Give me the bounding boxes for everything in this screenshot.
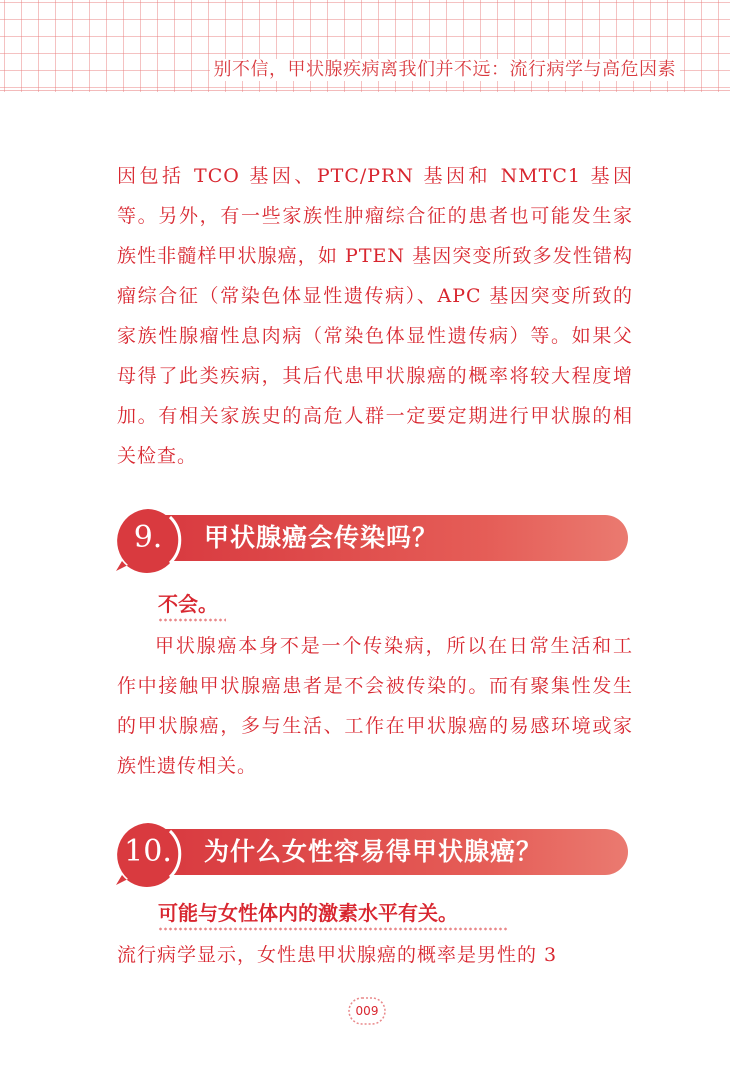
body-paragraph-family-history: 因包括 TCO 基因、PTC/PRN 基因和 NMTC1 基因等。另外，有一些家族性肿瘤综合征的患者也可能发生家族性非髓样甲状腺癌，如 PTEN 基因突变所致多发性错构瘤综合征（常染色体显性遗传病）、APC 基因突变所致的家族性腺瘤性息肉病（常染色体显性遗传病）等。如果父母得了此类疾病，其后代患甲状腺癌的概率将较大程度增加。有相关家族史的高危人群一定要定期进行甲状腺的相关检查。 [117, 165, 633, 467]
answer-heading: 可能与女性体内的激素水平有关。 [158, 901, 458, 925]
page-number-badge [347, 996, 387, 1026]
body-paragraph-contagion: 甲状腺癌本身不是一个传染病，所以在日常生活和工作中接触甲状腺癌患者是不会被传染的。而有聚集性发生的甲状腺癌，多与生活、工作在甲状腺癌的易感环境或家族性遗传相关。 [117, 635, 633, 777]
answer-dotted-underline [158, 618, 226, 622]
answer-heading: 不会。 [158, 592, 218, 616]
question-banner-10 [112, 829, 628, 877]
page-number: 009 [355, 1004, 379, 1018]
question-number-badge [112, 819, 184, 889]
answer-dotted-underline [158, 927, 508, 931]
header-divider [0, 90, 730, 91]
question-banner-9 [112, 515, 628, 563]
question-title: 甲状腺癌会传染吗？ [204, 523, 439, 552]
question-number-badge [112, 505, 184, 575]
running-header-title: 别不信，甲状腺疾病离我们并不远：流行病学与高危因素 [210, 59, 681, 81]
question-number: 9. [133, 520, 163, 555]
question-number: 10. [124, 834, 172, 869]
body-paragraph-female-risk: 流行病学显示，女性患甲状腺癌的概率是男性的 3 [117, 944, 558, 966]
question-title: 为什么女性容易得甲状腺癌？ [204, 837, 543, 866]
